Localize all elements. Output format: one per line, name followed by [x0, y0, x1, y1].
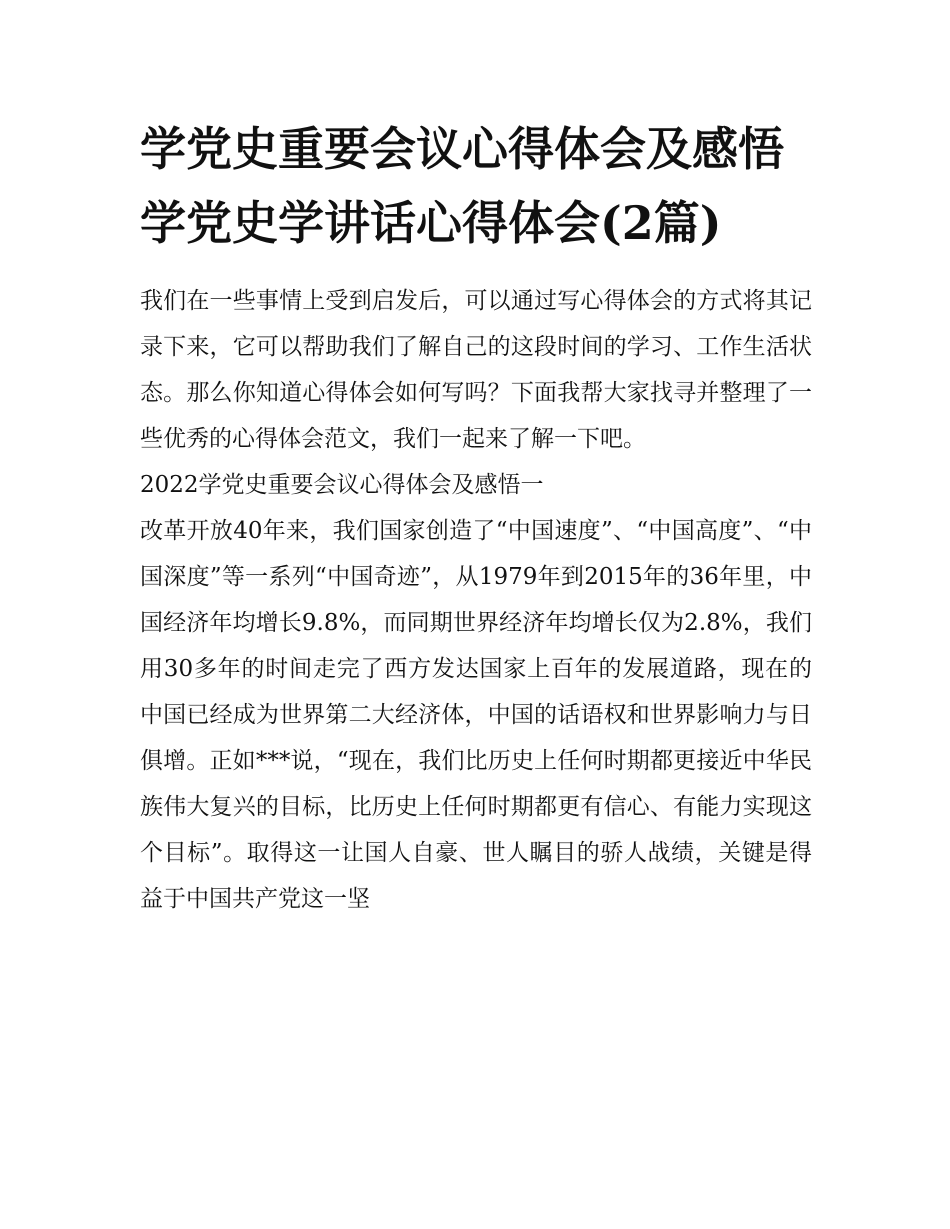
- document-body: [140, 278, 812, 922]
- document-page: [140, 112, 812, 922]
- document-title: 学党史重要会议心得体会及感悟 学党史学讲话心得体会(2篇): [140, 122, 784, 250]
- section-heading: 2022学党史重要会议心得体会及感悟一: [140, 472, 544, 498]
- intro-paragraph: 我们在一些事情上受到启发后，可以通过写心得体会的方式将其记录下来，它可以帮助我们了解自己的这段时间的学习、工作生活状态。那么你知道心得体会如何写吗？下面我帮大家找寻并整理了一些优秀的心得体会范文，我们一起来了解一下吧。: [140, 288, 812, 452]
- section-paragraph: 改革开放40年来，我们国家创造了“中国速度”、“中国高度”、“中国深度”等一系列“中国奇迹”，从1979年到2015年的36年里，中国经济年均增长9.8%，而同期世界经济年均增长仅为2.8%，我们用30多年的时间走完了西方发达国家上百年的发展道路，现在的中国已经成为世界第二大经济体，中国的话语权和世界影响力与日俱增。正如***说，“现在，我们比历史上任何时期都更接近中华民族伟大复兴的目标，比历史上任何时期都更有信心、有能力实现这个目标”。取得这一让国人自豪、世人瞩目的骄人战绩，关键是得益于中国共产党这一坚: [140, 518, 812, 912]
